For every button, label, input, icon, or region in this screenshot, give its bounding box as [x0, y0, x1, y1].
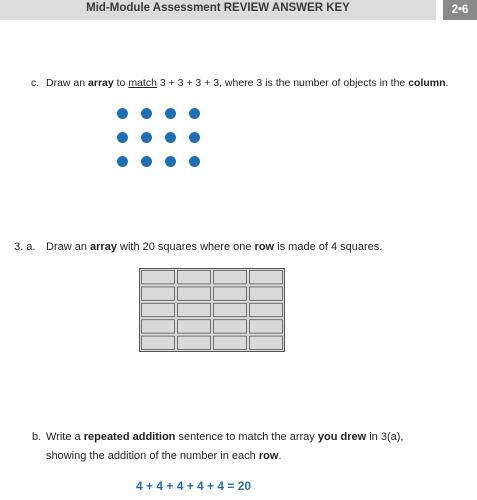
array-dot — [141, 132, 152, 143]
q3b-label: b. — [32, 431, 42, 443]
array-square — [250, 287, 283, 300]
lesson-badge: 2•6 — [443, 0, 477, 20]
array-square — [214, 303, 247, 316]
array-square — [214, 336, 247, 349]
array-square — [142, 336, 175, 349]
square-array — [139, 268, 285, 352]
q3b-instruction-line2: showing the addition of the number in each row. — [46, 450, 282, 462]
array-square — [250, 303, 283, 316]
array-dot — [189, 132, 200, 143]
array-square — [250, 336, 283, 349]
dot-array — [117, 108, 201, 170]
array-square — [142, 303, 175, 316]
array-dot — [165, 108, 176, 119]
part-c-instruction: Draw an array to match 3 + 3 + 3 + 3, where 3 is the number of objects in the column. — [46, 77, 449, 89]
q3a-instruction: Draw an array with 20 squares where one row is made of 4 squares. — [46, 241, 383, 253]
array-dot — [141, 108, 152, 119]
q3b-instruction-line1: Write a repeated addition sentence to match the array you drew in 3(a), — [46, 431, 404, 443]
array-dot — [117, 108, 128, 119]
array-square — [142, 271, 175, 284]
array-square — [250, 271, 283, 284]
array-dot — [165, 156, 176, 167]
array-square — [178, 271, 211, 284]
array-dot — [189, 108, 200, 119]
array-square — [178, 320, 211, 333]
array-square — [178, 287, 211, 300]
array-dot — [165, 132, 176, 143]
square-grid — [140, 269, 284, 351]
repeated-addition-answer: 4 + 4 + 4 + 4 + 4 = 20 — [136, 479, 252, 493]
part-c-label: c. — [31, 77, 40, 89]
array-square — [250, 320, 283, 333]
array-dot — [117, 132, 128, 143]
array-square — [178, 336, 211, 349]
array-square — [142, 320, 175, 333]
array-dot — [141, 156, 152, 167]
array-square — [214, 287, 247, 300]
array-square — [178, 303, 211, 316]
array-square — [214, 271, 247, 284]
array-square — [214, 320, 247, 333]
array-dot — [189, 156, 200, 167]
array-dot — [117, 156, 128, 167]
page-title: Mid-Module Assessment REVIEW ANSWER KEY — [86, 2, 350, 14]
q3a-label: 3. a. — [14, 241, 36, 253]
array-square — [142, 287, 175, 300]
